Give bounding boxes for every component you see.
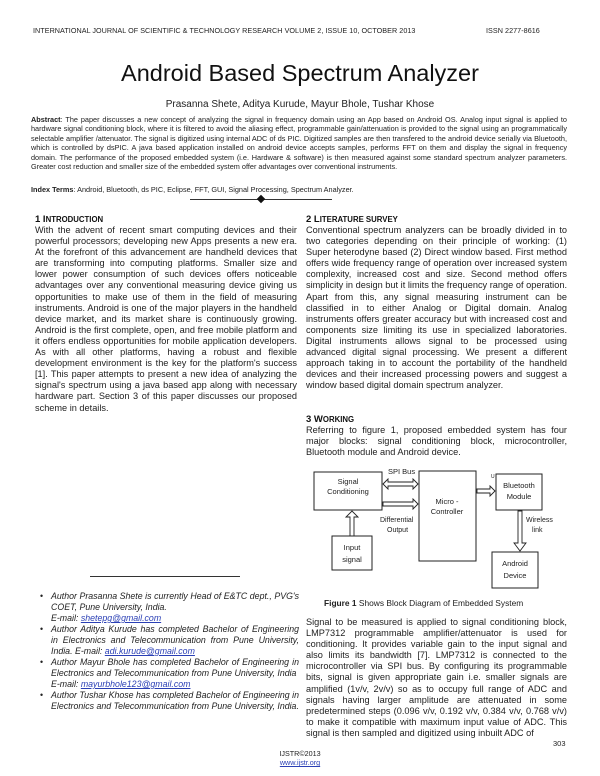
block-label: Conditioning xyxy=(327,487,369,496)
spi-bus-label: SPI Bus xyxy=(388,467,416,476)
block-label: Android xyxy=(502,559,528,568)
uart-mark: U xyxy=(491,474,495,480)
block-label: signal xyxy=(342,555,362,564)
block-label: Micro - xyxy=(435,497,459,506)
page-number: 303 xyxy=(553,739,566,748)
section-heading: 3 WORKING xyxy=(306,414,355,425)
index-terms-text: : Android, Bluetooth, ds PIC, Eclipse, FFT, GUI, Signal Processing, Spectrum Analyzer. xyxy=(73,185,354,194)
abstract-text: : The paper discusses a new concept of analyzing the signal in frequency domain using an App based on Android OS. Analog input signal is applied to hardware signal conditioning block, where it is filtered to avoid the aliasing effect, programmable gain/attenuation is provided to the signal using an programmatically selectable amplifier /attenuator. The signal is digitized using internal ADC of ds PIC. Digitized samples are then transfered to the android device serially via Bluetooth, which is controlled by dsPIC. A java based application installed on android device accepts samples, performs FFT on them and display the signal in frequency domain. The performance of the proposed embedded system (i.e. Hardware & software) is then measured against some standard spectrum analyzer parameters. Greater cost reduction and smaller size of the embedded system offer advantages over conventional instruments. xyxy=(31,115,567,172)
block-diagram xyxy=(308,462,593,612)
caption-label: Figure 1 xyxy=(324,598,357,608)
input-arrow xyxy=(346,511,358,536)
website-link[interactable]: www.ijstr.org xyxy=(279,758,321,767)
signal-conditioning-block xyxy=(314,472,382,510)
bullet-icon: • xyxy=(40,657,44,667)
footnote-item: • Author Mayur Bhole has completed Bachelor of Engineering in Electronics and Telecommunication from Pune University, India E-mail: mayurbhole123@gmail.com xyxy=(40,657,299,689)
index-terms-label: Index Terms xyxy=(31,185,74,194)
footnote-item: • Author Tushar Khose has completed Bachelor of Engineering in Electronics and Telecommunication from Pune University, India. xyxy=(40,690,299,711)
separator-diamond xyxy=(257,195,265,203)
footnote-rule xyxy=(90,576,240,577)
journal-header: INTERNATIONAL JOURNAL OF SCIENTIFIC & TECHNOLOGY RESEARCH VOLUME 2, ISSUE 10, OCTOBER 2013 xyxy=(33,26,416,35)
section-working xyxy=(306,414,567,458)
bullet-icon: • xyxy=(40,591,44,601)
differential-output-arrow xyxy=(383,499,418,509)
block-label: Device xyxy=(503,571,527,580)
differential-label: Differential xyxy=(380,517,414,524)
issn: ISSN 2277-8616 xyxy=(486,26,540,35)
footer xyxy=(0,749,600,767)
bullet-icon: • xyxy=(40,624,44,634)
copyright: IJSTR©2013 xyxy=(279,749,321,758)
section-introduction xyxy=(35,214,297,414)
figure-caption xyxy=(324,598,523,608)
section-body: With the advent of recent smart computing devices and their powerful processors; developing new Apps presents a new era. At the forefront of this advancement are handheld devices that are transforming into computing platforms. Smaller size and lower power consumption of such devices offers noticeable advantages over any conventional measuring device giving us opportunities to make use of them in the field of measuring instruments. Android is one of the major players in the handheld device market, and its market share is continuously growing. Android is the first complete, open, and free mobile platform and it offers endless opportunities for mobile application developers. As with all other platforms, having a robust and flexible development environment is the key for the platform's success [1]. This paper attempts to present a new idea of analyzing the signal's spectrum using a java based app along with necessary hardware part. Section 3 of this paper discusses our proposed scheme in details. xyxy=(35,225,297,413)
paper-title: Android Based Spectrum Analyzer xyxy=(121,60,479,86)
block-label: Bluetooth xyxy=(503,481,535,490)
input-signal-block xyxy=(332,536,372,570)
android-device-block xyxy=(492,552,538,588)
link-label: link xyxy=(532,527,543,534)
block-label: Input xyxy=(343,543,361,552)
block-label: Module xyxy=(506,492,532,501)
caption-text: Shows Block Diagram of Embedded System xyxy=(356,598,524,608)
abstract-label: Abstract xyxy=(31,115,61,124)
block-label: Controller xyxy=(430,507,464,516)
block-label: Signal xyxy=(337,477,359,486)
section-literature-survey xyxy=(306,214,567,391)
abstract xyxy=(31,115,567,171)
section-body: Referring to figure 1, proposed embedded system has four major blocks: signal conditioning block, microcontroller, Bluetooth module and Android device. xyxy=(306,425,567,458)
footnote-item: • Author Aditya Kurude has completed Bachelor of Engineering in Electronics and Telecommunication from Pune University, India. E-mail: adi.kurude@gmail.com xyxy=(40,624,299,656)
authors: Prasanna Shete, Aditya Kurude, Mayur Bhole, Tushar Khose xyxy=(165,99,435,110)
section-working-continued: Signal to be measured is applied to signal conditioning block, LMP7312 programmable amplifier/attenuator is used for conditioning. It provides variable gain to the input signal and also limits its bandwidth [7]. LMP7312 is connected to the microcontroller via SPI bus. By configuring its programmable bits, signal is given appropriate gain i.e. smaller signals are amplified (1v/v, 2v/v) so as to occupy full range of ADC and signals having larger amplitude are attenuated in some predetermined steps (0.096 v/v, 0.192 v/v, 0.384 v/v, 0.768 v/v) to make it compatible with maximum input value of ADC. This signal is then sampled and digitized using inbuilt ADC of xyxy=(306,617,567,738)
author-footnotes xyxy=(37,591,299,712)
email-link[interactable]: adi.kurude@gmail.com xyxy=(104,646,195,656)
spi-bus-arrow xyxy=(383,479,418,489)
output-label: Output xyxy=(387,527,409,534)
email-link[interactable]: mayurbhole123@gmail.com xyxy=(80,679,191,689)
bluetooth-module-block xyxy=(496,474,542,510)
section-heading: 2 LITERATURE SURVEY xyxy=(306,214,398,225)
section-heading: 1 INTRODUCTION xyxy=(35,214,104,225)
microcontroller-block xyxy=(419,471,476,561)
email-link[interactable]: shetepg@gmail.com xyxy=(80,613,162,623)
index-terms xyxy=(31,185,567,194)
uart-arrow xyxy=(477,486,495,496)
wireless-label: Wireless xyxy=(526,517,553,524)
section-body: Conventional spectrum analyzers can be broadly divided in to two categories depending on their principle of working: (1) Super heterodyne based (2) Direct window based. First method offers wide frequency range of operation over increased system complexity, increased cost and size. Second method offers simplicity in design but it limits the frequency range of operation. Apart from this, any signal measuring instrument can be classified in to either Analog or Digital domain. Analog instruments offers greater accuracy but with increased cost and components size limiting its use in specialized laboratories. Digital instruments allows signal to be processed using advanced digital signal processing. We present a different approach taking in to account the portability of the handheld devices and their increased processing powers and suggest a window based digital domain spectrum analyzer. xyxy=(306,225,567,391)
bullet-icon: • xyxy=(40,690,44,700)
footnote-item: • Author Prasanna Shete is currently Head of E&TC dept., PVG's COET, Pune University, India. E-mail: shetepg@gmail.com xyxy=(40,591,299,623)
wireless-link-arrow xyxy=(514,511,526,551)
